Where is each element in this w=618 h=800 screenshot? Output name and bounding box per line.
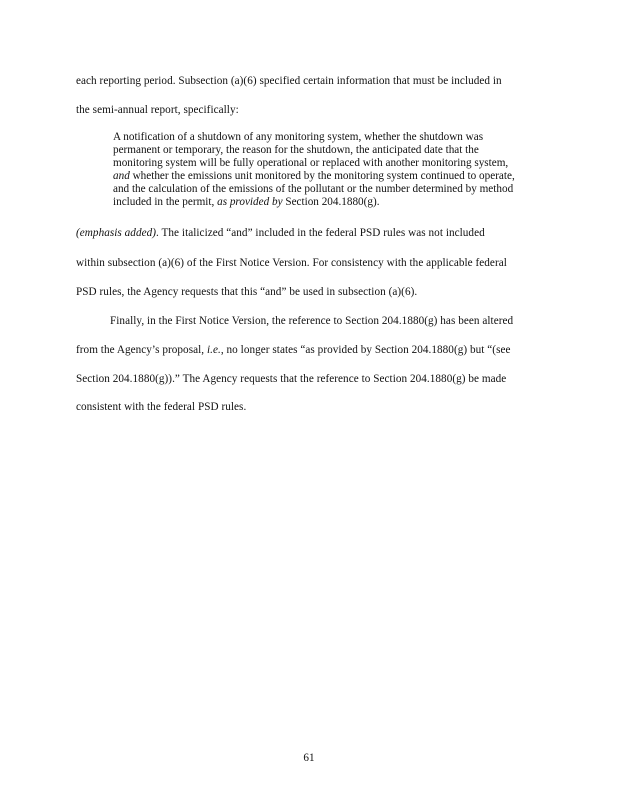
paragraph-1-line-2: the semi-annual report, specifically:: [76, 104, 239, 116]
paragraph-3-line-2-end: , no longer states “as provided by Section 204.1880(g) but “(see: [220, 344, 511, 356]
paragraph-2-line-2: within subsection (a)(6) of the First Notice Version. For consistency with the applicable federal: [76, 257, 507, 269]
paragraph-2-line-3: PSD rules, the Agency requests that this “and” be used in subsection (a)(6).: [76, 286, 418, 298]
quote-line-2: permanent or temporary, the reason for the shutdown, the anticipated date that the: [113, 144, 479, 156]
paragraph-3-line-4: consistent with the federal PSD rules.: [76, 401, 247, 413]
paragraph-3-line-1: Finally, in the First Notice Version, the reference to Section 204.1880(g) has been altered: [110, 315, 514, 327]
quote-emphasis-as-provided-by: as provided by: [217, 196, 283, 208]
paragraph-3-line-3: Section 204.1880(g)).” The Agency requests that the reference to Section 204.1880(g) be made: [76, 373, 507, 385]
ie-abbreviation: i.e.: [206, 344, 221, 356]
quote-line-3: monitoring system will be fully operational or replaced with another monitoring system,: [113, 157, 509, 169]
emphasis-added: (emphasis added): [76, 227, 157, 239]
page-number: 61: [303, 752, 315, 764]
paragraph-1-line-1: each reporting period. Subsection (a)(6) specified certain information that must be included in: [76, 75, 502, 87]
quote-line-4: [113, 170, 549, 183]
quote-line-1: A notification of a shutdown of any monitoring system, whether the shutdown was: [113, 131, 484, 143]
paragraph-2-line-1-text: . The italicized “and” included in the federal PSD rules was not included: [156, 227, 485, 239]
paragraph-3-line-2: [76, 344, 511, 356]
quote-line-5: and the calculation of the emissions of the pollutant or the number determined by method: [113, 183, 514, 195]
block-quote: [113, 131, 549, 209]
quote-line-6: [113, 196, 549, 209]
quote-line-6-start: included in the permit,: [113, 196, 218, 208]
quote-line-4-text: whether the emissions unit monitored by the monitoring system continued to operate,: [129, 170, 515, 182]
quote-line-6-end: Section 204.1880(g).: [282, 196, 380, 208]
paragraph-3-line-2-start: from the Agency’s proposal,: [76, 344, 207, 356]
paragraph-2-line-1: [76, 227, 485, 239]
quote-emphasis-and: and: [113, 170, 130, 182]
